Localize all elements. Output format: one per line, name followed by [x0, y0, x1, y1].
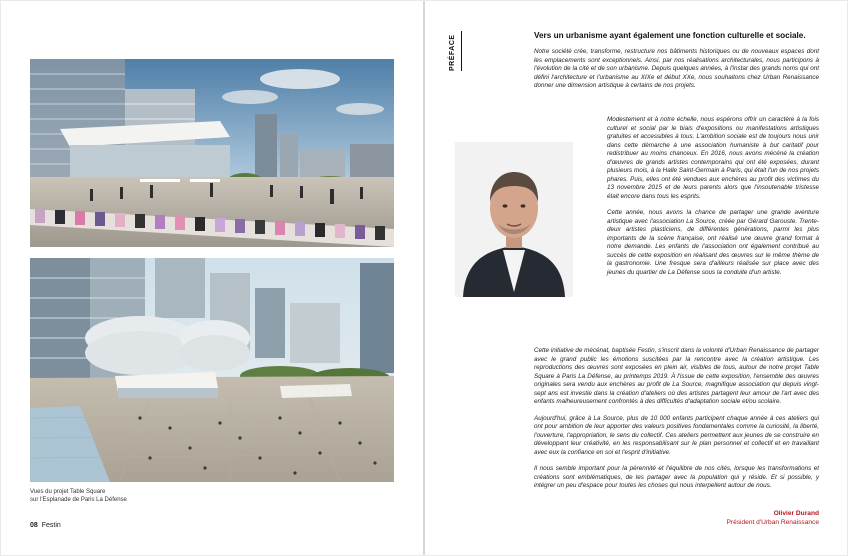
signature-block: [726, 509, 819, 527]
table-square-rendering-day: [30, 59, 394, 247]
paragraph: Il nous semble important pour la pérennité et l'équilibre de nos cités, lorsque les transformations et créations sont emblématiques, de les partager avec la population qui y réside. Et si possible, y intégrer un peu d'espace pour toutes les choses qui nous interpellent autour de nous.: [534, 465, 819, 489]
page-folio: [30, 522, 61, 529]
body-text-top: [534, 48, 819, 99]
right-page: [425, 1, 847, 555]
table-square-rendering-aerial: [30, 258, 394, 482]
caption-line-1: Vues du projet Table Square: [30, 489, 106, 495]
section-tab: [447, 31, 467, 71]
paragraph: Modestement et à notre échelle, nous espérons offrir un caractère à la fois culturel et social par le biais d'expositions ou manifestations artistiques gratuites et accessibles à tous. L'ambition sociale est de toujours nous unir dans cette démarche à une association humaniste à but caritatif pour redistribuer au moins chanceux. En 2016, nous avons mécéné la création d'œuvres de grands artistes contemporains qui ont été exposées, durant plusieurs mois, à la Halle Saint-Germain à Paris, qui était l'un de nos projets phares. Puis, elles ont été vendues aux enchères au profit des victimes du 13 novembre 2015 et de leurs parents alors que l'insoutenable tristesse était encore dans tous les esprits.: [607, 116, 819, 200]
signatory-name: Olivier Durand: [773, 510, 819, 517]
paragraph: Cette initiative de mécénat, baptisée Festin, s'inscrit dans la volonté d'Urban Renaissance de partager avec le grand public les émotions suscitées par la rencontre avec la création artistique. Les reproductions des œuvres sont exposées en plein air, visibles de tous, autour de notre projet Table Square à Paris La Défense, au printemps 2019. À l'issue de cette exposition, l'ensemble des œuvres originales sera vendu aux enchères au profit de La Source, magnifique association qui depuis vingt-sept ans est investie dans la création d'ateliers où des artistes partagent leur amour de l'art avec des enfants malheureusement confrontés à des difficultés d'adaptation sociale et/ou scolaire.: [534, 347, 819, 405]
body-text-middle: [607, 116, 819, 285]
paragraph: Aujourd'hui, grâce à La Source, plus de 10 000 enfants participent chaque année à ces ateliers qui ont pour ambition de leur apporter des valeurs positives fondamentales comme la curiosité, la liberté, l'ouverture, l'appropriation, le sens du collectif. Ces ateliers permettent aux jeunes de se construire en développant leur créativité, en les responsabilisant sur le plan personnel et collectif et en travaillant avec eux la confiance en soi et l'esprit d'initiative.: [534, 414, 819, 456]
caption-line-2: sur l'Esplanade de Paris La Défense: [30, 497, 127, 503]
photo-caption: [30, 488, 230, 504]
section-rule: [461, 31, 462, 71]
body-text-bottom: [534, 347, 819, 499]
preface-headline: Vers un urbanisme ayant également une fonction culturelle et sociale.: [534, 31, 806, 40]
left-page: [1, 1, 423, 555]
folio-label: Festin: [41, 522, 61, 529]
page-number: 08: [30, 522, 38, 529]
signatory-role: Président d'Urban Renaissance: [726, 519, 819, 526]
section-label: PRÉFACE: [449, 34, 456, 71]
author-portrait: [455, 142, 573, 297]
paragraph: Cette année, nous avons la chance de partager une grande aventure artistique avec l'association La Source, créée par Gérard Garouste. Trente-deux artistes plasticiens, de différentes générations, parmi les plus importants de la scène française, ont réalisé une œuvre grand format à notre demande. Les enfants de l'association ont également contribué au succès de cette exposition en réalisant des œuvres sur le même thème de la gastronomie. Une fresque sera d'ailleurs réalisée sur place avec des jeunes du quartier de La Défense sous la conduite d'un artiste.: [607, 209, 819, 276]
paragraph: Notre société crée, transforme, restructure nos bâtiments historiques ou de nouveaux espaces dont les emplacements sont exceptionnels. Ainsi, par nos réalisations architecturales, nous participons à l'évolution de la cité et de son urbanisme. Depuis quelques années, à l'instar des grands noms qui ont défini l'architecture et l'urbanisme au XIXe et début XXe, nous souhaitons chez Urban Renaissance donner une dimension artistique à certains de nos projets.: [534, 48, 819, 89]
